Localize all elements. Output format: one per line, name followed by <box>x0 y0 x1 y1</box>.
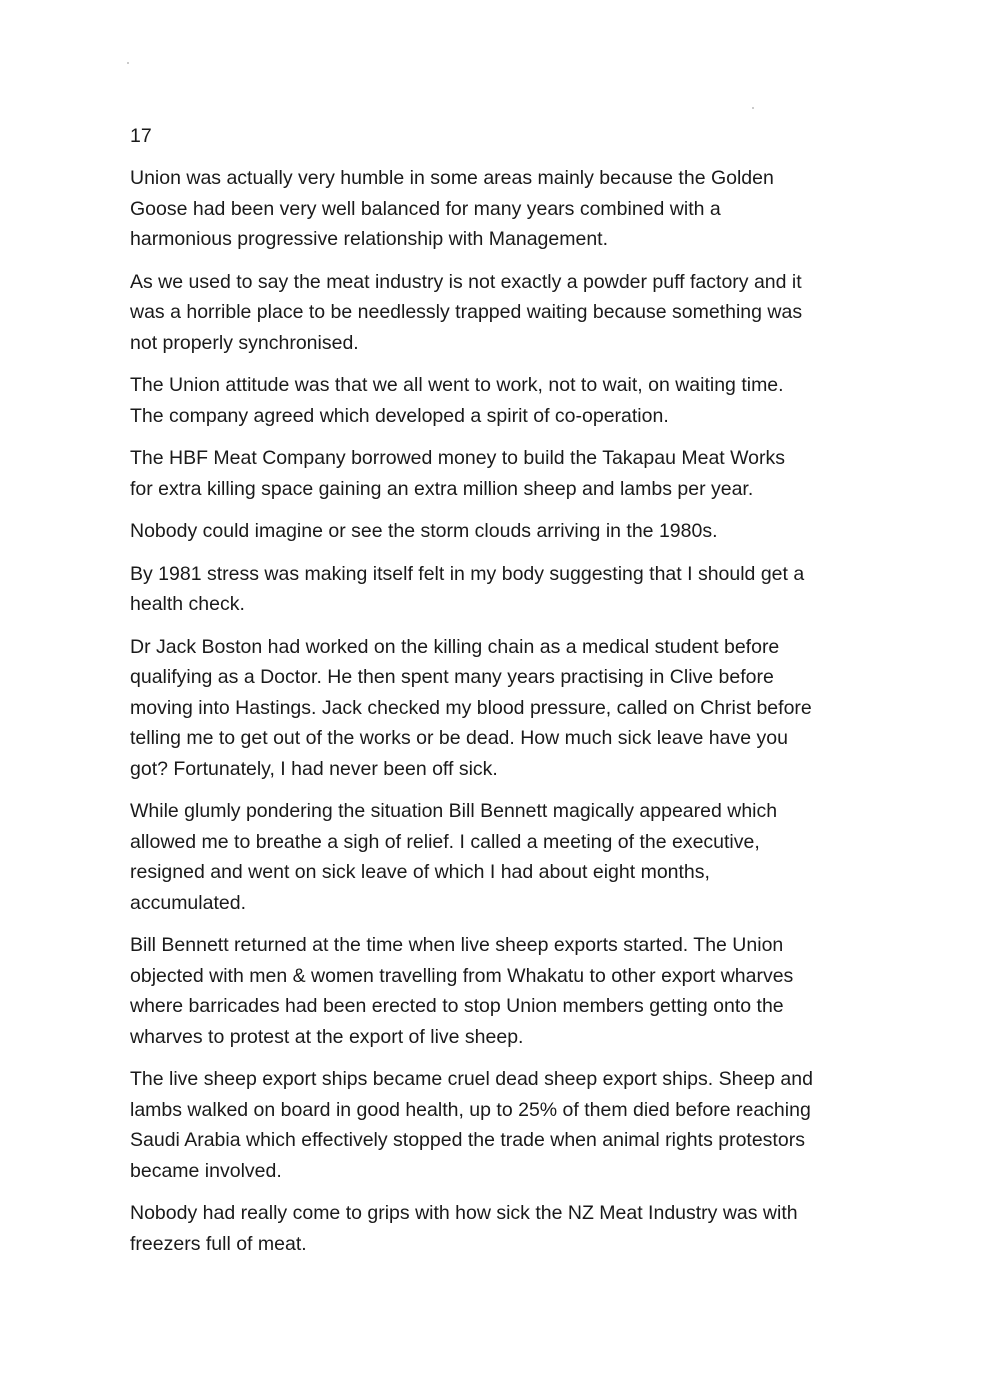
scan-speck <box>752 107 754 109</box>
paragraph-9: Bill Bennett returned at the time when live sheep exports started. The Union objected with men & women travelling from Whakatu to other export wharves where barricades had been erected to stop Union members getting onto the wharves to protest at the export of live sheep. <box>130 934 794 1048</box>
paragraph-6: By 1981 stress was making itself felt in my body suggesting that I should get a health check. <box>130 562 805 615</box>
paragraph-2: As we used to say the meat industry is not exactly a powder puff factory and it was a horrible place to be needlessly trapped waiting because something was not properly synchronised. <box>130 270 803 354</box>
page-number: 17 <box>130 125 152 147</box>
paragraph-10: The live sheep export ships became cruel dead sheep export ships. Sheep and lambs walked on board in good health, up to 25% of them died before reaching Saudi Arabia which effectively stopped the trade when animal rights protestors became involved. <box>130 1068 813 1182</box>
document-body <box>130 163 890 1271</box>
paragraph-1: Union was actually very humble in some areas mainly because the Golden Goose had been very well balanced for many years combined with a harmonious progressive relationship with Management. <box>130 167 774 250</box>
scan-speck <box>127 62 129 64</box>
paragraph-3: The Union attitude was that we all went to work, not to wait, on waiting time. The company agreed which developed a spirit of co-operation. <box>130 374 784 427</box>
paragraph-5: Nobody could imagine or see the storm clouds arriving in the 1980s. <box>130 520 718 542</box>
paragraph-11: Nobody had really come to grips with how sick the NZ Meat Industry was with freezers full of meat. <box>130 1202 798 1255</box>
paragraph-8: While glumly pondering the situation Bill Bennett magically appeared which allowed me to breathe a sigh of relief. I called a meeting of the executive, resigned and went on sick leave of which I had about eight months, accumulated. <box>130 800 778 914</box>
paragraph-7: Dr Jack Boston had worked on the killing chain as a medical student before qualifying as a Doctor. He then spent many years practising in Clive before moving into Hastings. Jack checked my blood pressure, called on Christ before telling me to get out of the works or be dead. How much sick leave have you got? Fortunately, I had never been off sick. <box>130 635 812 780</box>
paragraph-4: The HBF Meat Company borrowed money to build the Takapau Meat Works for extra killing space gaining an extra million sheep and lambs per year. <box>130 447 786 500</box>
